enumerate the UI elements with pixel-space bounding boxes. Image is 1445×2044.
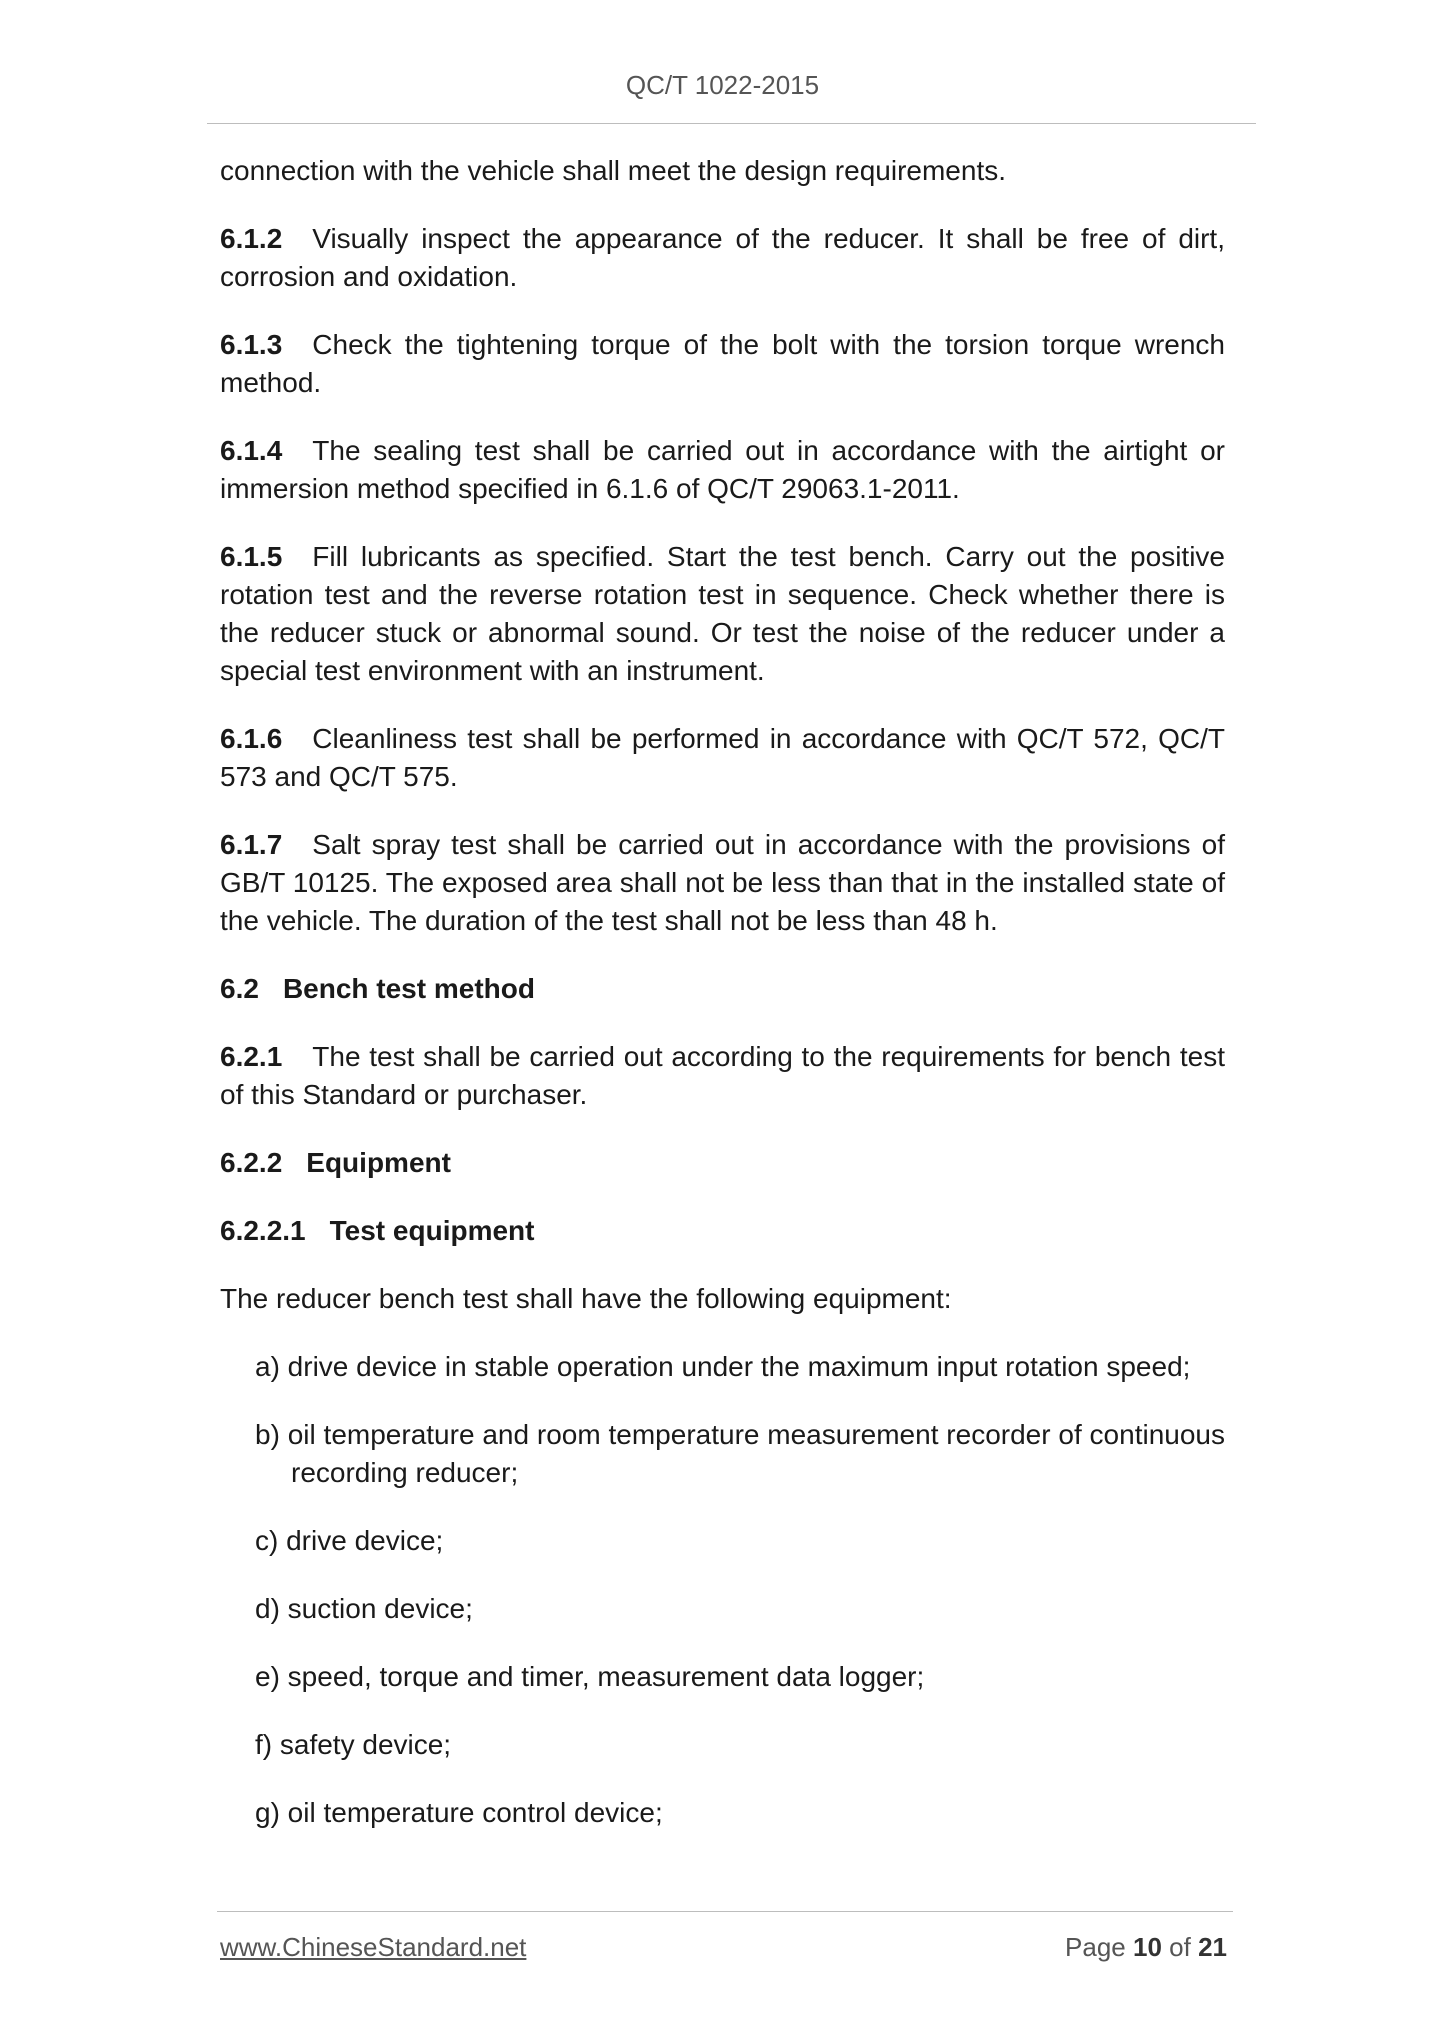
section-heading-6-2-2: [220, 1144, 1225, 1182]
website-link[interactable]: www.ChineseStandard.net: [220, 1932, 527, 1962]
list-item: b) oil temperature and room temperature measurement recorder of continuous recording reducer;: [255, 1419, 1225, 1488]
clause-text: The sealing test shall be carried out in accordance with the airtight or immersion method specified in 6.1.6 of QC/T 29063.1-2011.: [220, 435, 1225, 504]
clause-number: 6.1.7: [220, 829, 283, 860]
section-number: 6.2.2: [220, 1147, 283, 1178]
clause-number: 6.2.1: [220, 1041, 283, 1072]
section-heading-6-2-2-1: [220, 1212, 1225, 1250]
list-item: a) drive device in stable operation under the maximum input rotation speed;: [255, 1351, 1191, 1382]
clause-text: Check the tightening torque of the bolt with the torsion torque wrench method.: [220, 329, 1225, 398]
section-title: Bench test method: [282, 973, 535, 1004]
list-item: g) oil temperature control device;: [255, 1797, 663, 1828]
clause-text: Salt spray test shall be carried out in accordance with the provisions of GB/T 10125. The exposed area shall not be less than that in the installed state of the vehicle. The duration of the test shall not be less than 48 h.: [220, 829, 1225, 936]
section-title: Test equipment: [329, 1215, 535, 1246]
header-divider: [207, 123, 1256, 124]
clause-text: The test shall be carried out according to the requirements for bench test of this Standard or purchaser.: [220, 1041, 1225, 1110]
clause-text: Visually inspect the appearance of the reducer. It shall be free of dirt, corrosion and oxidation.: [220, 223, 1225, 292]
page-of: of: [1169, 1932, 1191, 1962]
clause-number: 6.1.6: [220, 723, 283, 754]
section-title: Equipment: [306, 1147, 451, 1178]
clause-6-1-5: [220, 538, 1225, 690]
clause-number: 6.1.5: [220, 541, 283, 572]
clause-6-2-1: [220, 1038, 1225, 1114]
page-indicator: [1065, 1932, 1227, 1963]
clause-6-1-3: [220, 326, 1225, 402]
clause-text: Cleanliness test shall be performed in accordance with QC/T 572, QC/T 573 and QC/T 575.: [220, 723, 1225, 792]
list-item: e) speed, torque and timer, measurement data logger;: [255, 1661, 925, 1692]
clause-6-1-7: [220, 826, 1225, 940]
equipment-intro: The reducer bench test shall have the following equipment:: [220, 1283, 952, 1314]
clause-number: 6.1.2: [220, 223, 283, 254]
document-header: QC/T 1022-2015: [625, 70, 820, 100]
list-item: f) safety device;: [255, 1729, 452, 1760]
clause-number: 6.1.4: [220, 435, 283, 466]
page-total: 21: [1198, 1932, 1227, 1962]
section-heading-6-2: [220, 970, 1225, 1008]
page-current: 10: [1133, 1932, 1162, 1962]
equipment-list: [255, 1348, 1225, 1832]
clause-6-1-2: [220, 220, 1225, 296]
clause-text: Fill lubricants as specified. Start the test bench. Carry out the positive rotation test and the reverse rotation test in sequence. Check whether there is the reducer stuck or abnormal sound. Or test the noise of the reducer under a special test environment with an instrument.: [220, 541, 1225, 686]
page-prefix: Page: [1065, 1932, 1126, 1962]
section-number: 6.2.2.1: [220, 1215, 306, 1246]
clause-6-1-6: [220, 720, 1225, 796]
section-number: 6.2: [220, 973, 259, 1004]
intro-paragraph: connection with the vehicle shall meet the design requirements.: [220, 155, 1006, 186]
list-item: c) drive device;: [255, 1525, 444, 1556]
footer-divider: [217, 1911, 1233, 1912]
clause-6-1-4: [220, 432, 1225, 508]
clause-number: 6.1.3: [220, 329, 283, 360]
list-item: d) suction device;: [255, 1593, 473, 1624]
page-body: [220, 152, 1225, 1862]
